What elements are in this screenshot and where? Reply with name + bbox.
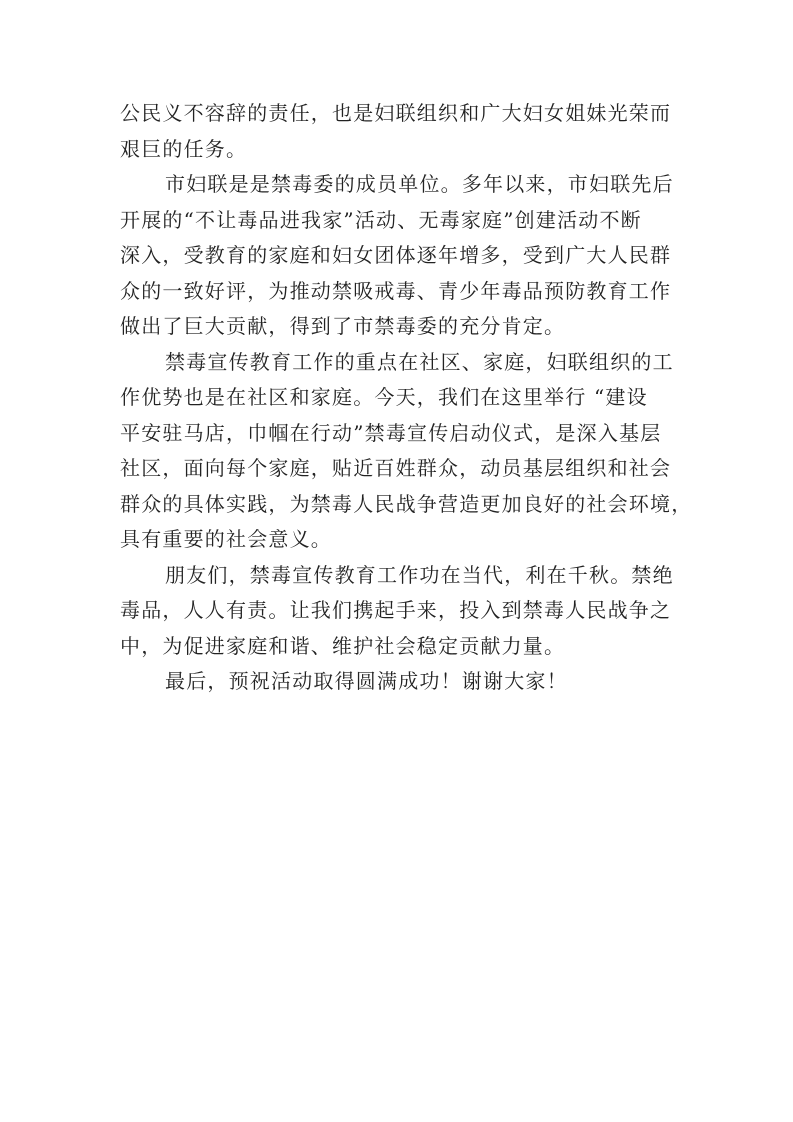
text-line: 中，为促进家庭和谐、维护社会稳定贡献力量。 [120,633,566,658]
text-line: 作优势也是在社区和家庭。今天，我们在这里举行 “建设 [120,385,648,409]
text-line: 最后，预祝活动取得圆满成功！谢谢大家！ [165,669,568,693]
text-line: 开展的“不让毒品进我家”活动、无毒家庭”创建活动不断 [120,207,642,232]
text-line: 市妇联是是禁毒委的成员单位。多年以来，市妇联先后 [165,172,674,196]
paragraph [120,345,693,558]
text-line: 做出了巨大贡献，得到了市禁毒委的充分肯定。 [120,314,566,338]
text-line: 众的一致好评，为推动禁吸戒毒、青少年毒品预防教育工作 [120,278,672,303]
document-body [120,96,693,700]
paragraph [120,558,680,665]
paragraph [120,96,680,167]
text-line: 毒品，人人有责。让我们携起手来，投入到禁毒人民战争之 [120,598,672,622]
text-line: 朋友们，禁毒宣传教育工作功在当代，利在千秋。禁绝 [165,562,674,587]
paragraph [120,664,680,700]
text-line: 公民义不容辞的责任，也是妇联组织和广大妇女姐妹光荣而 [120,101,672,125]
text-line: 具有重要的社会意义。 [120,527,332,551]
text-line: 深入，受教育的家庭和妇女团体逐年增多，受到广大人民群 [120,243,672,267]
text-line: 群众的具体实践，为禁毒人民战争营造更加良好的社会环境， [120,491,693,516]
paragraph [120,167,680,345]
text-line: 禁毒宣传教育工作的重点在社区、家庭，妇联组织的工 [165,349,674,374]
text-line: 艰巨的任务。 [120,136,248,161]
text-line: 平安驻马店，巾帼在行动”禁毒宣传启动仪式，是深入基层 [120,420,662,445]
text-line: 社区，面向每个家庭，贴近百姓群众，动员基层组织和社会 [120,456,672,480]
